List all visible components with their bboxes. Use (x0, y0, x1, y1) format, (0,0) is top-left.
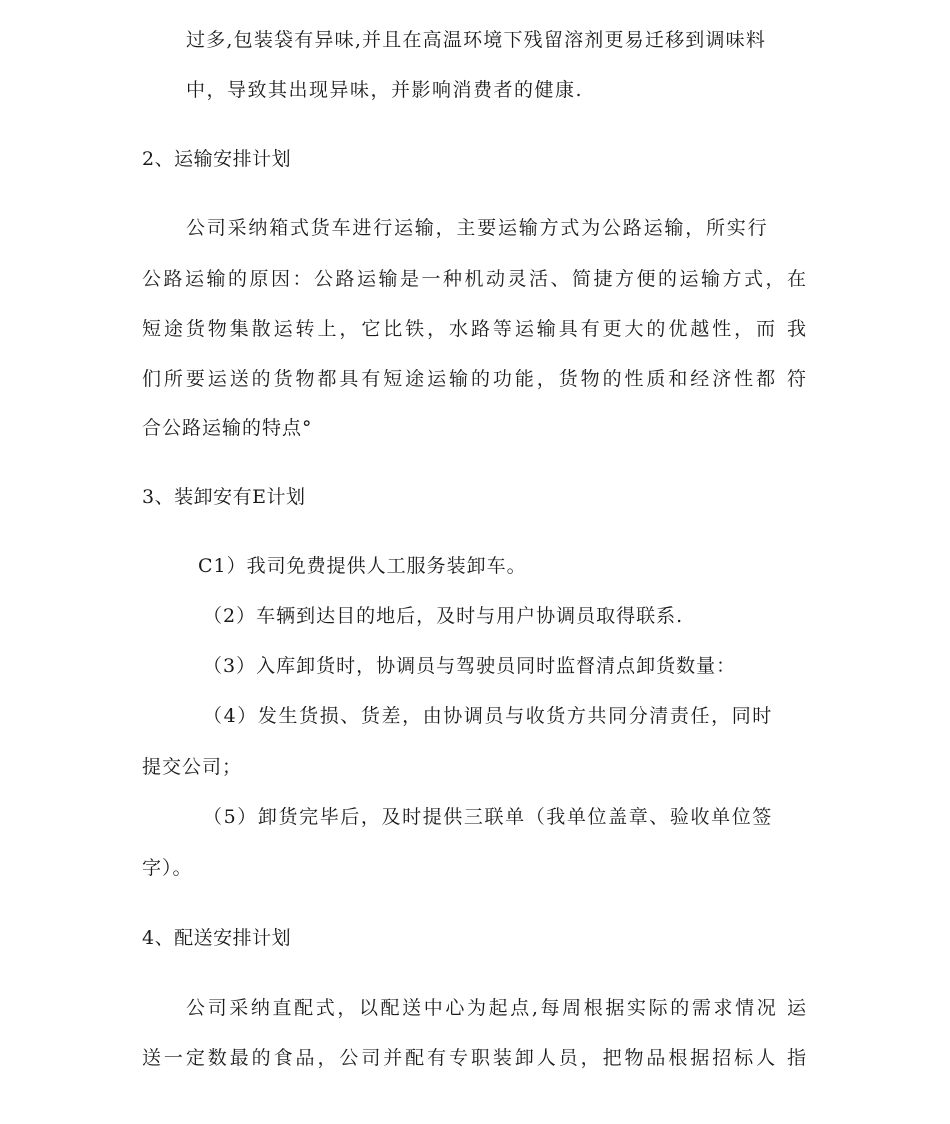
paragraph-line: 合公路运输的特点° (142, 417, 313, 439)
list-item-continuation: 字）。 (142, 857, 193, 879)
list-item: （4）发生货损、货差，由协调员与收货方共同分清责任，同时 (203, 705, 773, 727)
paragraph-line: 们所要运送的货物都具有短途运输的功能，货物的性质和经济性都 符 (142, 368, 806, 390)
paragraph-line: 公司采纳箱式货车进行运输，主要运输方式为公路运输，所实行 (186, 217, 769, 239)
list-item: C1）我司免费提供人工服务装卸车。 (198, 555, 527, 577)
section-heading: 3、装卸安有E计划 (142, 486, 306, 508)
paragraph-line: 中，导致其出现异味，并影响消费者的健康. (186, 79, 584, 101)
list-item-continuation: 提交公司； (142, 756, 243, 778)
list-item: （3）入库卸货时，协调员与驾驶员同时监督清点卸货数量： (203, 655, 737, 677)
paragraph-line: 公路运输的原因：公路运输是一种机动灵活、简捷方便的运输方式，在 (142, 268, 806, 290)
paragraph-line: 短途货物集散运转上，它比铁，水路等运输具有更大的优越性，而 我 (142, 318, 806, 340)
section-heading: 4、配送安排计划 (142, 927, 292, 949)
paragraph-line: 过多,包装袋有异味,并且在高温环境下残留溶剂更易迁移到调味料 (186, 29, 767, 51)
section-heading: 2、运输安排计划 (142, 148, 292, 170)
list-item: （5）卸货完毕后，及时提供三联单（我单位盖章、验收单位签 (203, 806, 773, 828)
paragraph-line: 送一定数最的食品，公司并配有专职装卸人员，把物品根据招标人 指 (142, 1047, 806, 1069)
list-item: （2）车辆到达目的地后，及时与用户协调员取得联系. (203, 605, 684, 627)
paragraph-line: 公司采纳直配式，以配送中心为起点,每周根据实际的需求情况 运 (186, 997, 806, 1019)
